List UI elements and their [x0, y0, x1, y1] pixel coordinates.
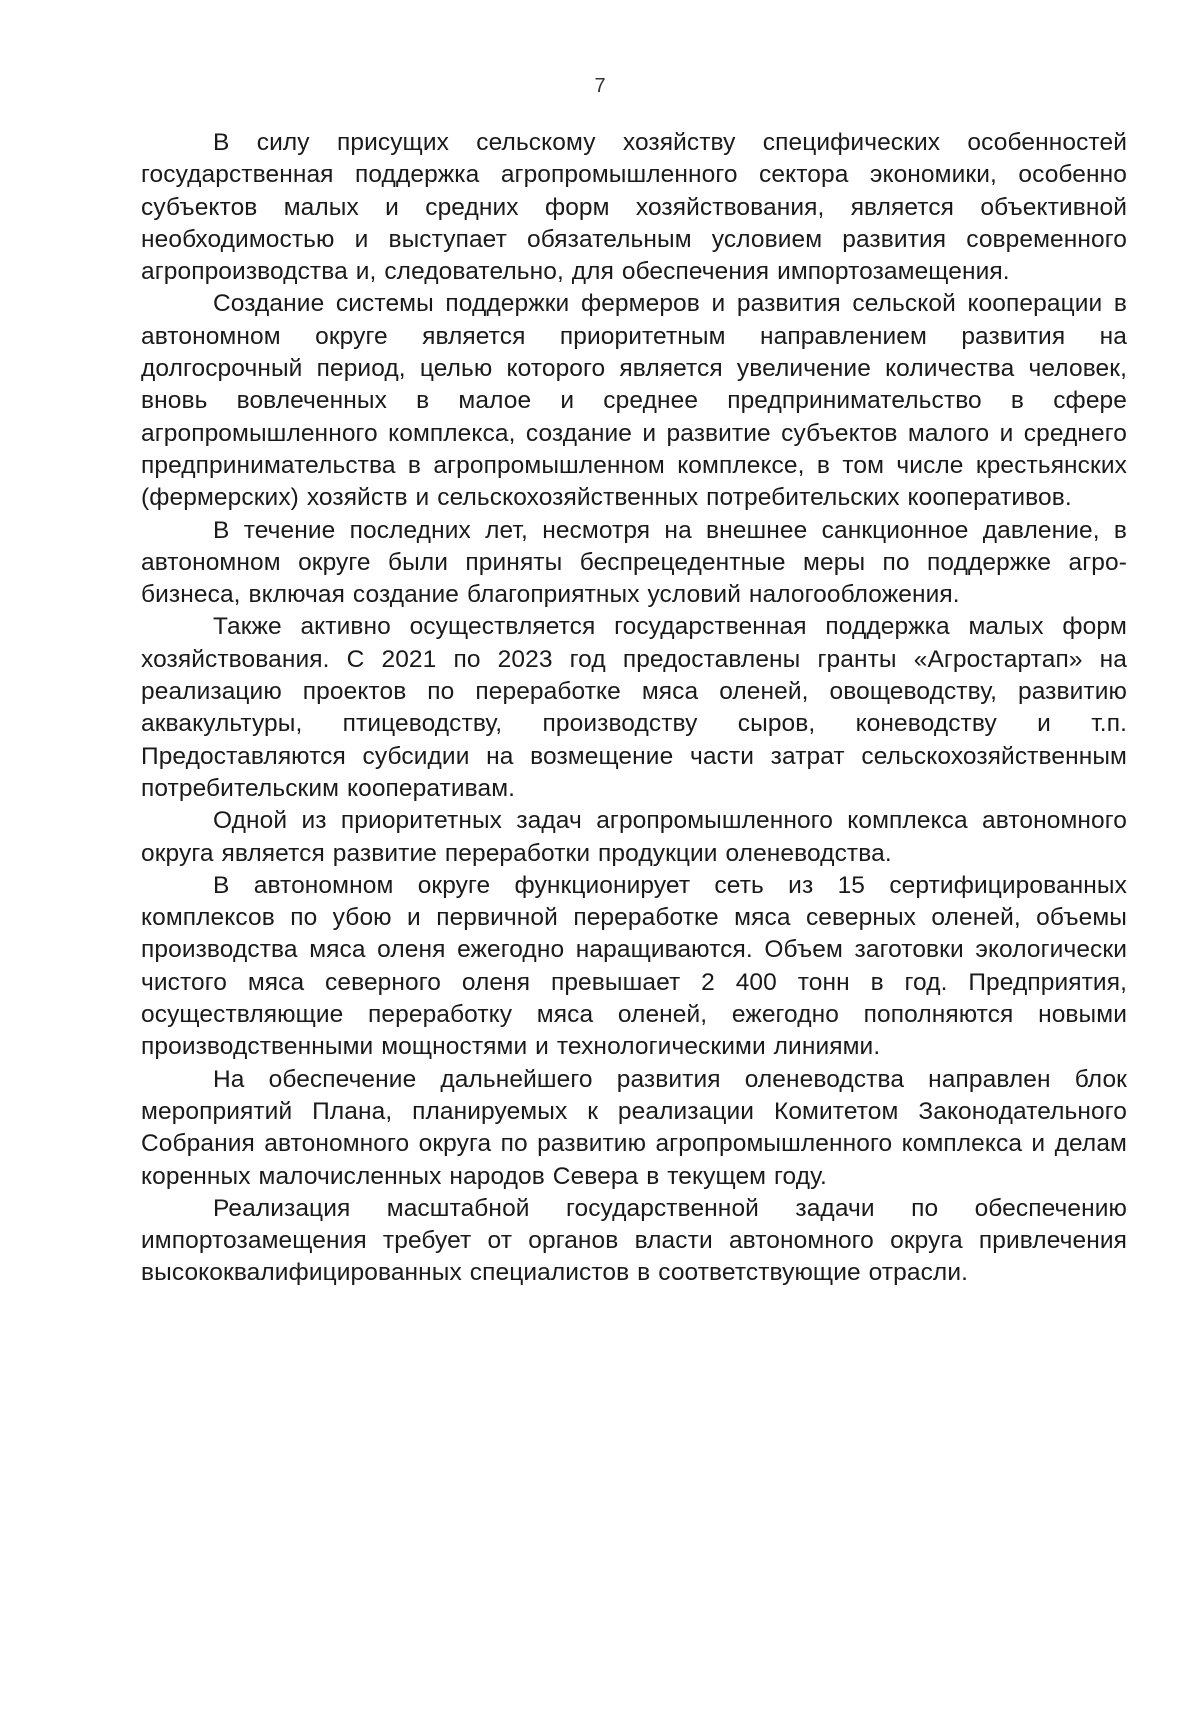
paragraph-reindeer-processing-task: Одной из приоритетных задач агропромышленного комплекса автономного округа является развитие переработки продукции оленеводства. — [141, 807, 1127, 867]
document-body — [141, 127, 1127, 1290]
paragraph-sanctions-measures: В течение последних лет, несмотря на внешнее санкционное давление, в автономном округе были приняты беспрецедентные меры по поддержке агро-бизнеса, включая создание благоприятных условий налогообложения. — [141, 516, 1127, 609]
paragraph-small-business-grants: Также активно осуществляется государственная поддержка малых форм хозяйствования. С 2021 по 2023 год предоставлены гранты «Агростартап» на реализацию проектов по переработке мяса оленей, овощеводству, развитию аквакультуры, птицеводству, производству сыров, коневодству и т.п. Предоставляются субсидии на возмещение части затрат сельскохозяйственным потребительским кооперативам. — [141, 613, 1127, 802]
paragraph-plan-measures: На обеспечение дальнейшего развития оленеводства направлен блок мероприятий Плана, планируемых к реализации Комитетом Законодательного Собрания автономного округа по развитию агропромышленного комплекса и делам коренных малочисленных народов Севера в текущем году. — [141, 1065, 1127, 1190]
paragraph-farmer-cooperation: Создание системы поддержки фермеров и развития сельской кооперации в автономном округе является приоритетным направлением развития на долгосрочный период, целью которого является увеличение количества человек, вновь вовлеченных в малое и среднее предпринимательство в сфере агропромышленного комплекса, создание и развитие субъектов малого и среднего предпринимательства в агропромышленном комплексе, в том числе крестьянских (фермерских) хозяйств и сельскохозяйственных потребительских кооперативов. — [141, 290, 1127, 512]
paragraph-import-substitution: Реализация масштабной государственной задачи по обеспечению импортозамещения требует от органов власти автономного округа привлечения высококвалифицированных специалистов в соответствующие отрасли. — [141, 1194, 1127, 1287]
page-number: 7 — [594, 75, 606, 97]
paragraph-agri-support: В силу присущих сельскому хозяйству специфических особенностей государственная поддержка агропромышленного сектора экономики, особенно субъектов малых и средних форм хозяйствования, является объективной необходимостью и выступает обязательным условием развития современного агропроизводства и, следовательно, для обеспечения импортозамещения. — [141, 129, 1127, 286]
paragraph-reindeer-complexes: В автономном округе функционирует сеть из 15 сертифицированных комплексов по убою и первичной переработке мяса северных оленей, объемы производства мяса оленя ежегодно наращиваются. Объем заготовки экологически чистого мяса северного оленя превышает 2 400 тонн в год. Предприятия, осуществляющие переработку мяса оленей, ежегодно пополняются новыми производственными мощностями и технологическими линиями. — [141, 871, 1127, 1061]
